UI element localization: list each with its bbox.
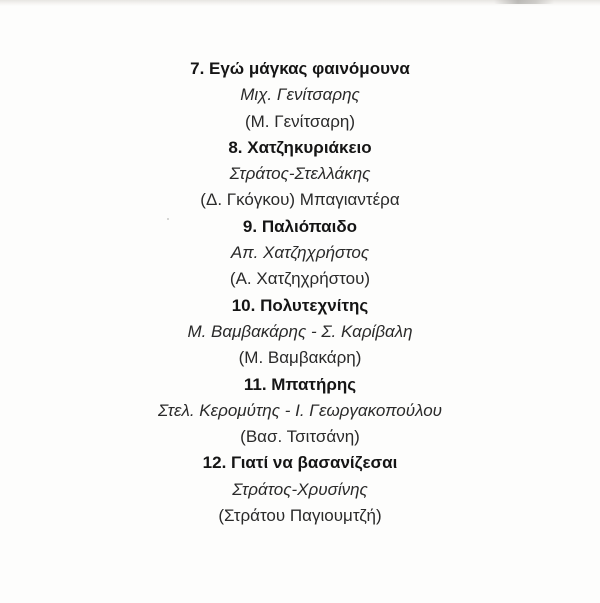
- track-composer: Απ. Χατζηχρήστος: [230, 243, 370, 263]
- track-performer: (Δ. Γκόγκου) Μπαγιαντέρα: [200, 190, 400, 210]
- track-entry: [0, 372, 600, 451]
- track-performer: (Βασ. Τσιτσάνη): [240, 427, 360, 447]
- track-performer: (Στράτου Παγιουμτζή): [218, 506, 382, 526]
- track-title: 12. Γιατί να βασανίζεσαι: [202, 453, 398, 473]
- track-title: 8. Χατζηκυριάκειο: [228, 137, 372, 157]
- track-performer: (Μ. Γενίτσαρη): [244, 111, 356, 131]
- track-composer: Μ. Βαμβακάρης - Σ. Καρίβαλη: [187, 321, 413, 341]
- track-composer: Στράτος-Στελλάκης: [229, 164, 371, 184]
- track-composer: Στελ. Κερομύτης - Ι. Γεωργακοπούλου: [157, 400, 442, 420]
- track-title: 9. Παλιόπαιδο: [242, 216, 358, 236]
- track-performer: (Μ. Βαμβακάρη): [238, 348, 362, 368]
- track-title: 7. Εγώ μάγκας φαινόμουνα: [190, 59, 410, 78]
- track-composer: Στράτος-Χρυσίνης: [232, 479, 368, 499]
- track-entry: [0, 450, 600, 529]
- track-list: [0, 56, 600, 529]
- track-title: 10. Πολυτεχνίτης: [231, 295, 369, 315]
- track-entry: [0, 135, 600, 214]
- track-entry: [0, 214, 600, 293]
- track-entry: [0, 293, 600, 372]
- track-entry: [0, 56, 600, 135]
- scan-corner-mark: [494, 0, 554, 4]
- track-composer: Μιχ. Γενίτσαρης: [240, 85, 360, 105]
- track-performer: (Α. Χατζηχρήστου): [229, 269, 371, 289]
- track-title: 11. Μπατήρης: [243, 374, 357, 394]
